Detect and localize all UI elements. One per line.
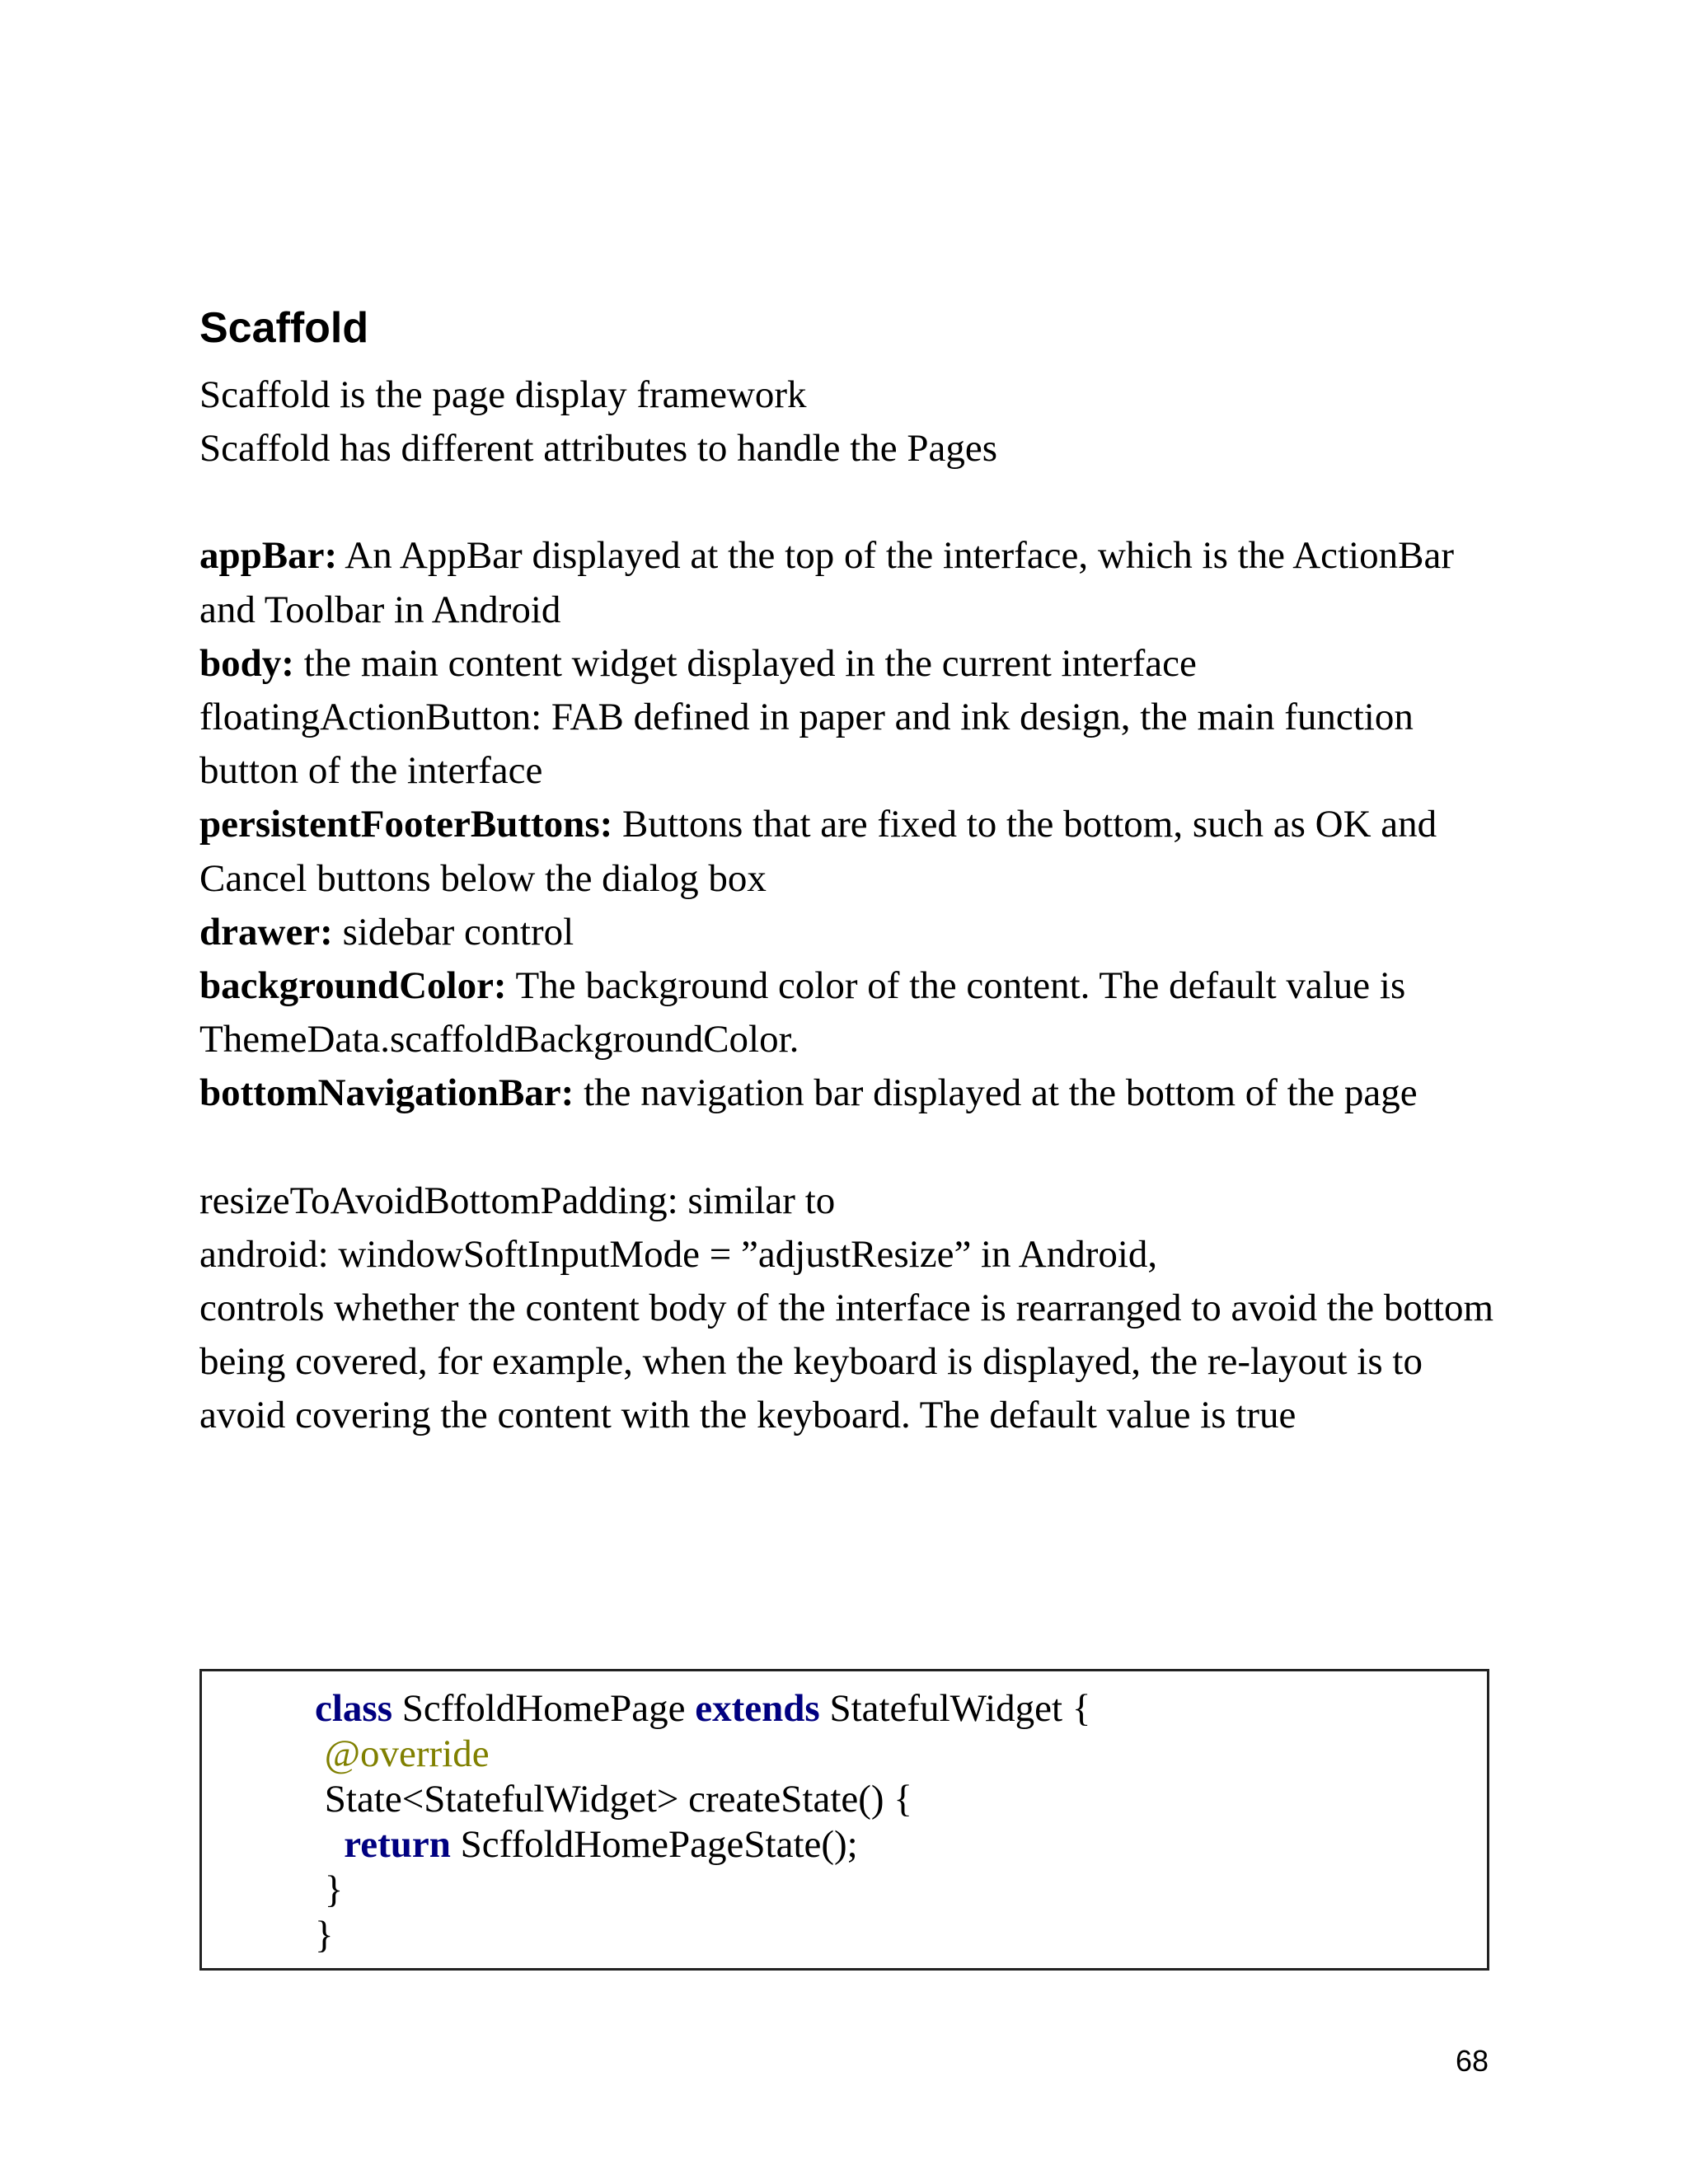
code-annotation: @override — [324, 1732, 490, 1775]
attribute-description: Buttons that are fixed to the bottom, such as OK and Cancel buttons below the dialog box — [199, 803, 1437, 900]
spacer — [199, 1121, 1502, 1174]
resize-line: resizeToAvoidBottomPadding: similar to — [199, 1179, 836, 1222]
resize-description: controls whether the content body of the interface is rearranged to avoid the bottom being covered, for example, when the keyboard is displayed, the re-layout is to avoid covering the content with the keyboard. The default value is true — [199, 1286, 1494, 1437]
resize-paragraph — [199, 1174, 1502, 1443]
attribute-fab — [199, 691, 1502, 798]
attribute-description: sidebar control — [332, 910, 574, 954]
attribute-description: An AppBar displayed at the top of the interface, which is the ActionBar and Toolbar in Android — [199, 534, 1454, 631]
spacer — [199, 476, 1502, 529]
page-content — [199, 301, 1502, 1443]
code-text: } — [324, 1868, 344, 1911]
code-block — [199, 1669, 1489, 1971]
intro-line: Scaffold is the page display framework — [199, 373, 807, 416]
attribute-drawer — [199, 906, 1502, 959]
attribute-term: appBar: — [199, 534, 338, 578]
code-text: ScffoldHomePage — [392, 1687, 696, 1730]
code-keyword: return — [344, 1823, 451, 1866]
code-text: } — [315, 1914, 334, 1957]
code-text: StatefulWidget { — [819, 1687, 1091, 1730]
code-listing — [315, 1686, 1090, 1958]
code-text: ScffoldHomePageState(); — [450, 1823, 858, 1866]
attribute-description: the navigation bar displayed at the bottom of the page — [574, 1071, 1418, 1115]
attribute-persistent-footer-buttons — [199, 798, 1502, 905]
section-heading: Scaffold — [199, 304, 369, 352]
attribute-term: persistentFooterButtons: — [199, 803, 613, 846]
attribute-bottom-navigation-bar — [199, 1066, 1502, 1120]
code-keyword: extends — [695, 1687, 820, 1730]
intro-paragraph — [199, 368, 1502, 476]
attribute-term: body: — [199, 641, 294, 685]
attribute-description: floatingActionButton: FAB defined in paper and ink design, the main function button of the interface — [199, 696, 1414, 793]
code-keyword: class — [315, 1687, 392, 1730]
attribute-body — [199, 637, 1502, 691]
attribute-term: backgroundColor: — [199, 964, 507, 1008]
attribute-description: The background color of the content. The default value is ThemeData.scaffoldBackgroundColor. — [199, 964, 1406, 1062]
resize-line: android: windowSoftInputMode = ”adjustResize” in Android, — [199, 1232, 1158, 1276]
attribute-background-color — [199, 959, 1502, 1066]
attribute-list — [199, 529, 1502, 1120]
attribute-appbar — [199, 529, 1502, 636]
code-text: State<StatefulWidget> createState() { — [324, 1778, 912, 1821]
attribute-term: bottomNavigationBar: — [199, 1071, 574, 1115]
page-number: 68 — [1455, 2044, 1489, 2078]
attribute-term: drawer: — [199, 910, 333, 954]
intro-line: Scaffold has different attributes to handle the Pages — [199, 427, 998, 471]
attribute-description: the main content widget displayed in the current interface — [293, 641, 1197, 685]
